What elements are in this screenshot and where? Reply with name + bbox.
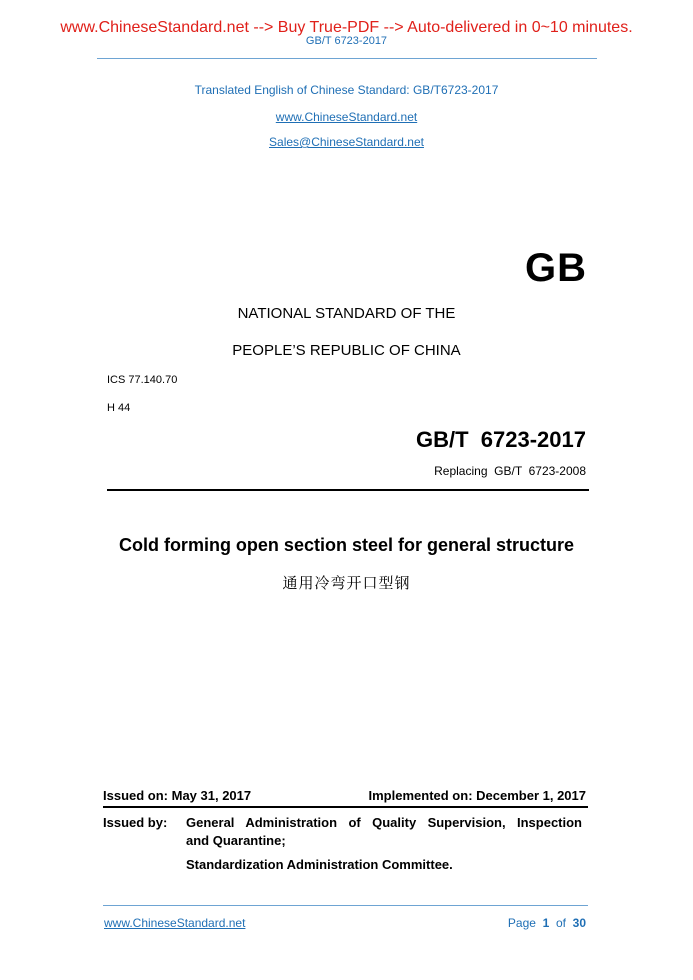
of-label: of — [555, 916, 566, 930]
header-divider — [97, 58, 597, 59]
title-divider — [107, 489, 589, 491]
national-standard-line2: PEOPLE’S REPUBLIC OF CHINA — [232, 342, 461, 359]
ics-code: ICS 77.140.70 — [107, 374, 178, 386]
translated-notice: Translated English of Chinese Standard: GB/T6723-2017 — [194, 83, 499, 97]
sales-email-link[interactable]: Sales@ChineseStandard.net — [269, 135, 424, 149]
footer-website-link[interactable]: www.ChineseStandard.net — [104, 916, 246, 930]
ccs-code: H 44 — [107, 402, 131, 414]
standard-code: GB/T 6723-2017 — [416, 427, 586, 452]
page-total: 30 — [572, 916, 586, 930]
issuer-line-2: and Quarantine; — [186, 833, 286, 848]
issuer-line-1: General Administration of Quality Supervision, Inspection — [186, 815, 582, 830]
document-title-chinese: 通用冷弯开口型钢 — [282, 575, 411, 592]
footer-divider — [103, 905, 588, 906]
gb-mark: GB — [525, 246, 587, 290]
page-number: 1 — [542, 916, 550, 930]
issued-by-label: Issued by: — [103, 815, 168, 830]
document-title: Cold forming open section steel for general structure — [118, 535, 575, 555]
header-doc-code: GB/T 6723-2017 — [305, 35, 388, 47]
page-label: Page — [507, 916, 536, 930]
issuer-line-3: Standardization Administration Committee. — [186, 857, 453, 872]
page-indicator — [508, 916, 586, 930]
dates-divider — [103, 806, 588, 808]
promo-banner[interactable]: www.ChineseStandard.net --> Buy True-PDF --> Auto-delivered in 0~10 minutes. — [60, 19, 633, 36]
implemented-on-date: Implemented on: December 1, 2017 — [368, 788, 586, 803]
website-link[interactable]: www.ChineseStandard.net — [275, 110, 418, 124]
replacing-note: Replacing GB/T 6723-2008 — [434, 464, 586, 478]
issued-on-date: Issued on: May 31, 2017 — [103, 788, 252, 803]
national-standard-line1: NATIONAL STANDARD OF THE — [237, 305, 456, 322]
